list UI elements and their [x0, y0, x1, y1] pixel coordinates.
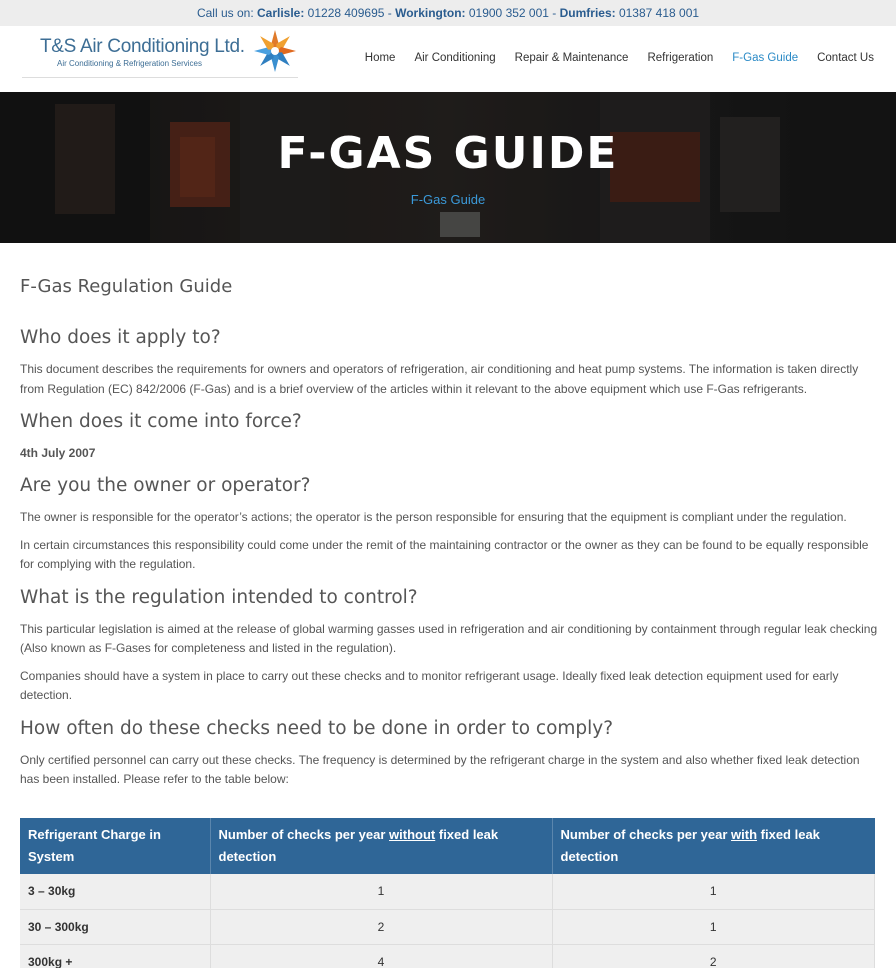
- breadcrumb[interactable]: F-Gas Guide: [410, 192, 486, 207]
- nav-f-gas-guide[interactable]: F-Gas Guide: [732, 52, 799, 64]
- section-heading-owner: Are you the owner or operator?: [20, 475, 311, 496]
- contact-bar: [0, 0, 896, 26]
- contact-number-carlisle[interactable]: 01228 409695 -: [304, 6, 396, 20]
- column-header-charge: Refrigerant Charge in System: [20, 818, 210, 874]
- page-title: F-GAS GUIDE: [277, 128, 619, 179]
- charge-cell: 300kg +: [20, 944, 210, 968]
- sun-snowflake-logo-icon: [252, 28, 298, 74]
- column-header-without-post: fixed leak detection: [218, 827, 499, 864]
- site-logo[interactable]: [22, 30, 298, 78]
- column-header-with: [552, 818, 875, 874]
- leak-check-table: [20, 818, 875, 968]
- nav-refrigeration[interactable]: Refrigeration: [647, 52, 714, 64]
- site-header: [0, 26, 896, 92]
- nav-home[interactable]: Home: [364, 52, 396, 64]
- column-header-with-emphasis: with: [731, 827, 758, 842]
- section-text-owner-2: In certain circumstances this responsibility could come under the remit of the maintaining contractor or the owner as they can be found to be equally responsible for complying with the regulation.: [20, 537, 869, 571]
- nav-contact-us[interactable]: Contact Us: [817, 52, 874, 64]
- column-header-without-pre: Number of checks per year: [218, 827, 390, 842]
- contact-location-carlisle: Carlisle:: [256, 6, 305, 20]
- main-nav: [346, 52, 874, 64]
- table-row: [20, 944, 875, 968]
- section-heading-control: What is the regulation intended to control?: [20, 586, 418, 608]
- hero-banner: [0, 92, 896, 243]
- section-text-owner-1: The owner is responsible for the operator’s actions; the operator is the person responsible for ensuring that the equipment is compliant under the regulation.: [20, 510, 847, 524]
- section-text-frequency: Only certified personnel can carry out these checks. The frequency is determined by the refrigerant charge in the system and also whether fixed leak detection has been installed. Please refer to the table below:: [20, 752, 860, 786]
- table-row: [20, 874, 875, 909]
- column-header-with-post: fixed leak detection: [560, 827, 820, 864]
- section-heading-when: When does it come into force?: [20, 411, 302, 432]
- column-header-without-emphasis: without: [389, 827, 436, 842]
- main-content: [20, 243, 878, 790]
- nav-repair-maintenance[interactable]: Repair & Maintenance: [514, 52, 629, 64]
- nav-air-conditioning[interactable]: Air Conditioning: [414, 52, 496, 64]
- contact-number-workington[interactable]: 01900 352 001 -: [465, 6, 560, 20]
- contact-prefix: Call us on:: [196, 6, 257, 20]
- logo-tagline: Air Conditioning & Refrigeration Services: [57, 59, 202, 68]
- section-text-control-2: Companies should have a system in place to carry out these checks and to monitor refrigerant usage. Ideally fixed leak detection equipment used for early detection.: [20, 668, 839, 702]
- contact-location-workington: Workington:: [395, 6, 466, 20]
- section-heading-who: Who does it apply to?: [20, 327, 221, 348]
- contact-number-dumfries[interactable]: 01387 418 001: [615, 6, 700, 20]
- column-header-with-pre: Number of checks per year: [560, 827, 732, 842]
- contact-location-dumfries: Dumfries:: [559, 6, 616, 20]
- table-header-row: [20, 818, 875, 874]
- checks-with-cell: 1: [552, 909, 875, 944]
- checks-without-cell: 1: [210, 874, 552, 909]
- checks-with-cell: 1: [552, 874, 875, 909]
- checks-with-cell: 2: [552, 944, 875, 968]
- checks-without-cell: 2: [210, 909, 552, 944]
- charge-cell: 30 – 300kg: [20, 909, 210, 944]
- section-date: 4th July 2007: [20, 446, 96, 460]
- section-heading-frequency: How often do these checks need to be done in order to comply?: [20, 717, 614, 739]
- page-heading: F-Gas Regulation Guide: [20, 276, 233, 297]
- checks-without-cell: 4: [210, 944, 552, 968]
- column-header-without: [210, 818, 552, 874]
- logo-company-name: T&S Air Conditioning Ltd.: [40, 36, 245, 57]
- section-text-control-1: This particular legislation is aimed at the release of global warming gasses used in refrigeration and air conditioning by containment through regular leak checking (Also known as F-Gases for completeness and listed in the regulation).: [20, 621, 878, 655]
- table-row: [20, 909, 875, 944]
- charge-cell: 3 – 30kg: [20, 874, 210, 909]
- section-text-who: This document describes the requirements for owners and operators of refrigeration, air conditioning and heat pump systems. The information is taken directly from Regulation (EC) 842/2006 (F-Gas) and is a brief overview of the articles within it relevant to the above equipment which use F-Gas refrigerants.: [20, 362, 859, 396]
